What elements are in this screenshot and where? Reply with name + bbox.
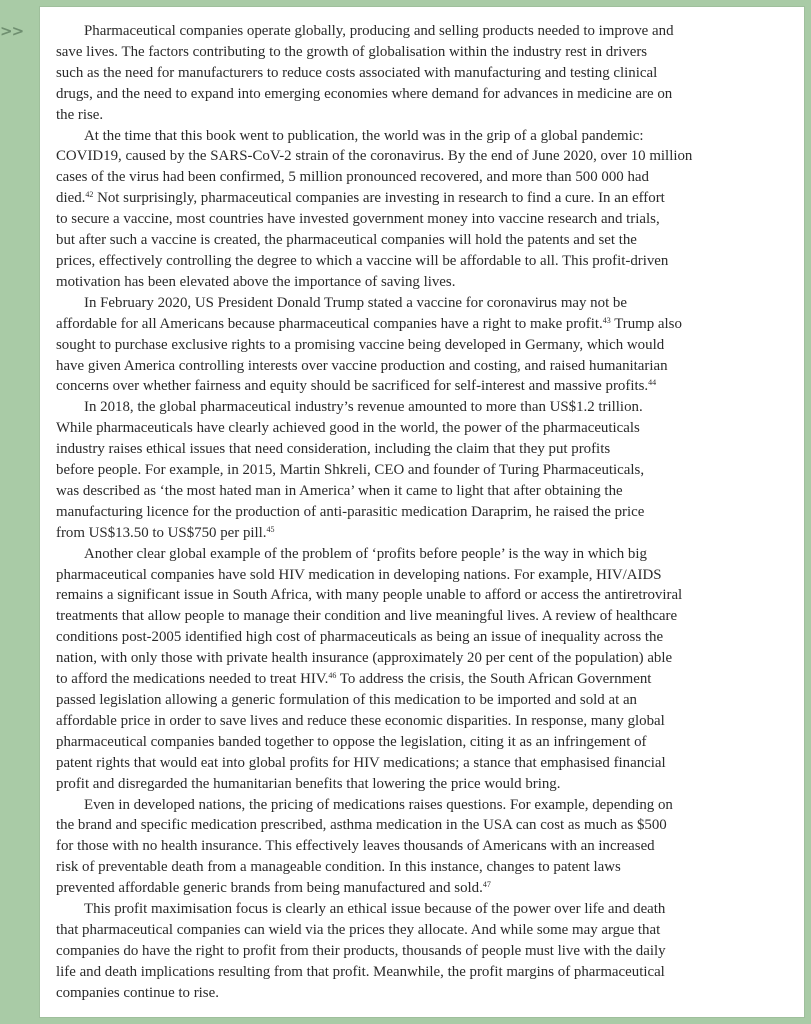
text-line: the brand and specific medication prescribed, asthma medication in the USA can cost as much as $500 xyxy=(56,817,667,834)
footnote-ref-44[interactable]: 44 xyxy=(648,378,657,388)
text-line: Another clear global example of the problem of ‘profits before people’ is the way in which big xyxy=(84,545,647,562)
text-line: for those with no health insurance. This effectively leaves thousands of Americans with an increased xyxy=(56,838,655,855)
book-page xyxy=(39,6,805,1018)
text-line: life and death implications resulting from that profit. Meanwhile, the profit margins of pharmaceutical xyxy=(56,963,665,980)
text-line: companies continue to rise. xyxy=(56,984,219,1001)
text-line: such as the need for manufacturers to reduce costs associated with manufacturing and testing clinical xyxy=(56,64,658,81)
text-line: profit and disregarded the humanitarian benefits that lowering the price would bring. xyxy=(56,775,561,792)
text-line: COVID19, caused by the SARS-CoV-2 strain of the coronavirus. By the end of June 2020, over 10 million xyxy=(56,148,693,165)
text-line: prevented affordable generic brands from being manufactured and sold. xyxy=(56,880,483,897)
text-line: to afford the medications needed to treat HIV. xyxy=(56,671,329,688)
text-line: from US$13.50 to US$750 per pill. xyxy=(56,524,267,541)
text-line: to secure a vaccine, most countries have invested government money into vaccine research and trials, xyxy=(56,211,660,228)
paragraph-asthma xyxy=(56,795,780,900)
text-line: died. xyxy=(56,190,86,207)
text-line: sought to purchase exclusive rights to a promising vaccine being developed in Germany, which would xyxy=(56,336,665,353)
body-text xyxy=(56,21,780,1004)
text-line: prices, effectively controlling the degree to which a vaccine will be affordable to all. This profit-driven xyxy=(56,252,669,269)
footnote-ref-43[interactable]: 43 xyxy=(602,315,611,325)
text-line: In 2018, the global pharmaceutical industry’s revenue amounted to more than US$1.2 trillion. xyxy=(84,399,643,416)
text-line: patent rights that would eat into global profits for HIV medications; a stance that emphasised financial xyxy=(56,754,666,771)
text-line: pharmaceutical companies banded together to oppose the legislation, citing it as an infringement of xyxy=(56,733,647,750)
text-line: To address the crisis, the South African Government xyxy=(336,671,652,688)
text-line: At the time that this book went to publication, the world was in the grip of a global pandemic: xyxy=(84,127,644,144)
text-line: remains a significant issue in South Africa, with many people unable to afford or access the antiretroviral xyxy=(56,587,683,604)
text-line: conditions post-2005 identified high cost of pharmaceuticals as being an issue of inequality across the xyxy=(56,629,664,646)
text-line: but after such a vaccine is created, the pharmaceutical companies will hold the patents and set the xyxy=(56,232,637,249)
text-line: companies do have the right to profit from their products, thousands of people must live with the daily xyxy=(56,942,666,959)
text-line: treatments that allow people to manage their condition and live meaningful lives. A review of healthcare xyxy=(56,608,678,625)
footnote-ref-42[interactable]: 42 xyxy=(85,190,94,200)
text-line: was described as ‘the most hated man in America’ when it came to light that after obtaining the xyxy=(56,482,623,499)
text-line: While pharmaceuticals have clearly achieved good in the world, the power of the pharmaceuticals xyxy=(56,420,640,437)
paragraph-hiv xyxy=(56,544,780,795)
paragraph-pandemic xyxy=(56,126,780,293)
text-line: affordable for all Americans because pharmaceutical companies have a right to make profit. xyxy=(56,315,603,332)
footnote-ref-45[interactable]: 45 xyxy=(266,524,275,534)
text-line: have given America controlling interests over vaccine production and costing, and raised humanitarian xyxy=(56,357,668,374)
text-line: the rise. xyxy=(56,106,104,123)
paragraph-trump xyxy=(56,293,780,398)
paragraph-revenue xyxy=(56,397,780,543)
footnote-ref-46[interactable]: 46 xyxy=(328,671,337,681)
paragraph-globalisation xyxy=(56,21,780,126)
text-line: industry raises ethical issues that need consideration, including the claim that they put profits xyxy=(56,441,611,458)
text-line: risk of preventable death from a manageable condition. In this instance, changes to patent laws xyxy=(56,859,621,876)
text-line: save lives. The factors contributing to the growth of globalisation within the industry rest in drivers xyxy=(56,43,648,60)
text-line: cases of the virus had been confirmed, 5 million pronounced recovered, and more than 500 000 had xyxy=(56,169,649,186)
text-line: Not surprisingly, pharmaceutical companies are investing in research to find a cure. In an effort xyxy=(93,190,665,207)
text-line: Pharmaceutical companies operate globally, producing and selling products needed to improve and xyxy=(84,23,674,39)
text-line: Trump also xyxy=(610,315,682,332)
text-line: nation, with only those with private health insurance (approximately 20 per cent of the population) able xyxy=(56,650,673,667)
section-marker[interactable]: >> xyxy=(0,22,24,40)
footnote-ref-47[interactable]: 47 xyxy=(482,880,491,890)
text-line: drugs, and the need to expand into emerging economies where demand for advances in medicine are on xyxy=(56,85,673,102)
text-line: that pharmaceutical companies can wield via the prices they allocate. And while some may argue that xyxy=(56,921,661,938)
text-line: affordable price in order to save lives and reduce these economic disparities. In response, many global xyxy=(56,712,665,729)
text-line: manufacturing licence for the production of anti-parasitic medication Daraprim, he raised the price xyxy=(56,503,645,520)
text-line: passed legislation allowing a generic formulation of this medication to be imported and sold at an xyxy=(56,692,638,708)
text-line: before people. For example, in 2015, Martin Shkreli, CEO and founder of Turing Pharmaceuticals, xyxy=(56,462,645,479)
text-line: motivation has been elevated above the importance of saving lives. xyxy=(56,273,456,290)
paragraph-conclusion xyxy=(56,899,780,1004)
text-line: In February 2020, US President Donald Trump stated a vaccine for coronavirus may not be xyxy=(84,294,627,311)
text-line: This profit maximisation focus is clearly an ethical issue because of the power over life and death xyxy=(84,901,666,918)
text-line: concerns over whether fairness and equity should be sacrificed for self-interest and massive profits. xyxy=(56,378,649,395)
text-line: pharmaceutical companies have sold HIV medication in developing nations. For example, HIV/AIDS xyxy=(56,566,662,583)
text-line: Even in developed nations, the pricing of medications raises questions. For example, depending on xyxy=(84,796,673,813)
